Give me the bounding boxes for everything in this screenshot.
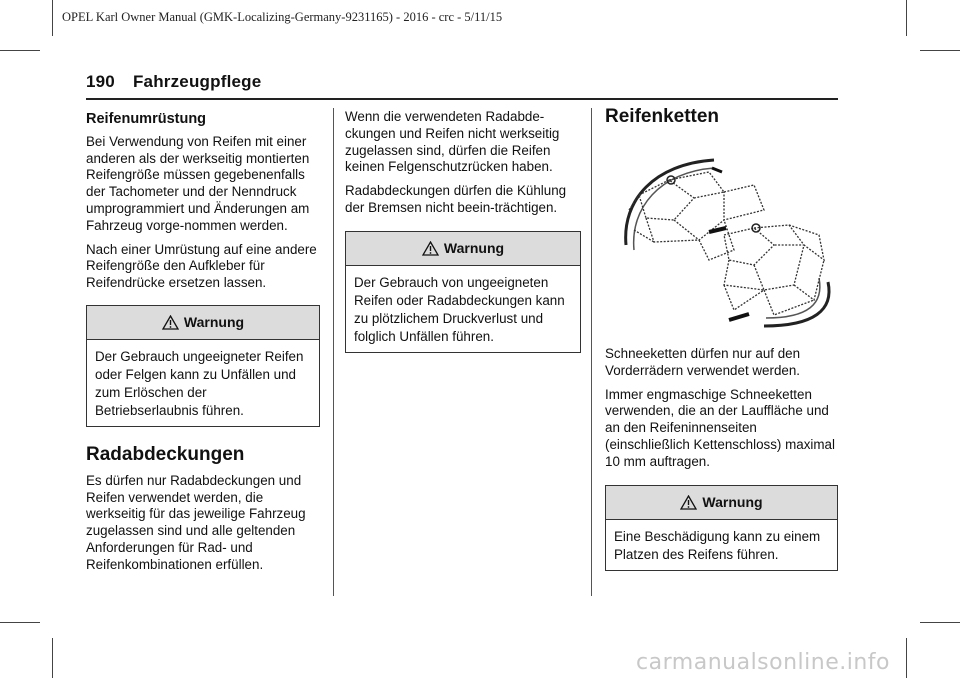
column-1 [86, 111, 320, 581]
crop-mark [52, 0, 53, 36]
paragraph: Nach einer Umrüstung auf eine andere Reifengröße den Aufkleber für Reifendrücke ersetzen lassen. [86, 241, 317, 291]
paragraph: Schneeketten dürfen nur auf den Vorderrädern verwendet werden. [605, 346, 801, 378]
crop-mark [920, 622, 960, 623]
warning-box [345, 231, 581, 353]
document-meta-header: OPEL Karl Owner Manual (GMK-Localizing-Germany-9231165) - 2016 - crc - 5/11/15 [62, 10, 503, 24]
warning-box [86, 305, 320, 427]
header-rule [86, 98, 838, 100]
warning-triangle-icon [422, 241, 439, 256]
page-number: 190 [86, 72, 115, 91]
warning-triangle-icon [162, 315, 179, 330]
column-2 [345, 109, 581, 361]
warning-triangle-icon [680, 495, 697, 510]
column-3-body [605, 346, 838, 579]
warning-label: Warnung [702, 493, 763, 510]
warning-label: Warnung [183, 314, 245, 331]
crop-mark [906, 0, 907, 36]
paragraph: Immer engmaschige Schneeketten verwenden, die an der Lauffläche und an den Reifeninnenseiten (einschließlich Kettenschloss) maximal 10 mm auftragen. [605, 386, 835, 469]
warning-text: Eine Beschädigung kann zu einem Platzen des Reifens führen. [614, 528, 821, 562]
warning-header [87, 306, 319, 340]
section-heading: Reifenketten [605, 106, 720, 127]
section-title: Fahrzeugpflege [132, 72, 262, 91]
warning-text: Der Gebrauch von ungeeigneten Reifen oder Radabdeckungen kann zu plötzlichem Druckverlust und folglich Unfällen führen. [354, 274, 565, 344]
crop-mark [52, 638, 53, 678]
warning-header [606, 486, 837, 520]
crop-mark [0, 50, 40, 51]
page-header [86, 72, 838, 92]
watermark: carmanualsonline.info [636, 650, 890, 675]
section-heading: Reifenumrüstung [86, 111, 207, 127]
warning-header [346, 232, 580, 266]
crop-mark [920, 50, 960, 51]
paragraph: Wenn die verwendeten Radabde-ckungen und Reifen nicht werkseitig zugelassen sind, dürfen die Reifen keinen Felgenschutzrücken haben. [345, 109, 560, 175]
crop-mark [906, 638, 907, 678]
column-3 [605, 106, 838, 135]
paragraph: Bei Verwendung von Reifen mit einer anderen als der werkseitig montierten Reifengröße müssen gegebenenfalls der Tachometer und der Nenndruck umprogrammiert und Änderungen am Fahrzeug vorge-nommen werden. [86, 133, 310, 233]
snow-chains-illustration [614, 150, 836, 330]
warning-text: Der Gebrauch ungeeigneter Reifen oder Felgen kann zu Unfällen und zum Erlöschen der Betriebserlaubnis führen. [95, 348, 304, 418]
warning-box [605, 485, 838, 571]
crop-mark [0, 622, 40, 623]
section-heading: Radabdeckungen [86, 443, 245, 465]
column-divider [333, 108, 334, 596]
warning-label: Warnung [443, 239, 505, 256]
paragraph: Radabdeckungen dürfen die Kühlung der Bremsen nicht beein-trächtigen. [345, 183, 567, 215]
paragraph: Es dürfen nur Radabdeckungen und Reifen verwendet werden, die werkseitig für das jeweilige Fahrzeug zugelassen sind und alle geltenden Anforderungen für Rad- und Reifenkombinationen erfüllen. [86, 472, 306, 572]
column-divider [591, 108, 592, 596]
